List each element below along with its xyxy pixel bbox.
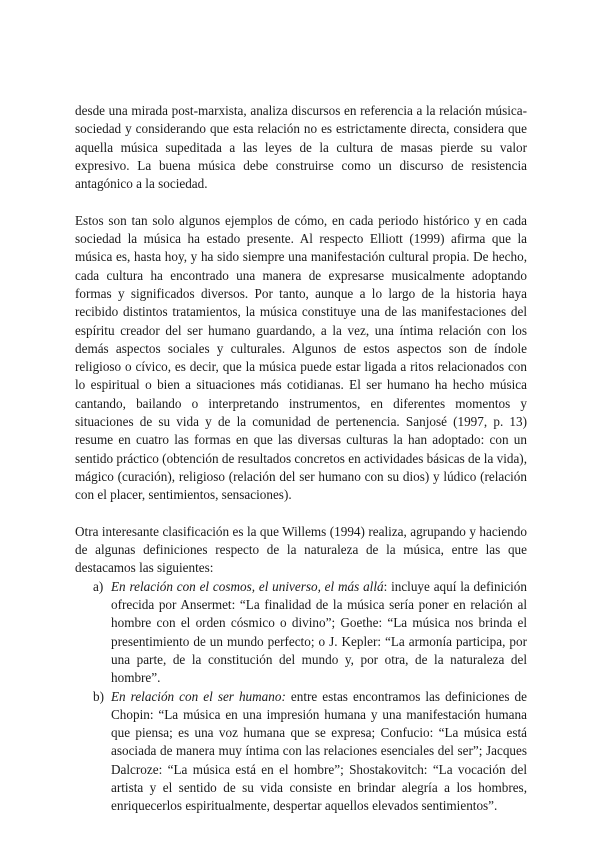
paragraph-3: Otra interesante clasificación es la que Willems (1994) realiza, agrupando y haciendo de algunas definiciones respecto de la naturaleza de la música, entre las que destacamos las siguientes: [75, 523, 527, 576]
list-marker-b: b) [93, 688, 104, 704]
list-label-b: En relación con el ser humano: [111, 688, 286, 704]
list-label-a: En relación con el cosmos, el universo, el más allá [111, 578, 384, 594]
paragraph-2: Estos son tan solo algunos ejemplos de cómo, en cada periodo histórico y en cada sociedad la música ha estado presente. Al respecto Elliott (1999) afirma que la música es, hasta hoy, y ha sido siempre una manifestación cultural propia. De hecho, cada cultura ha encontrado una manera de expresarse musicalmente adoptando formas y significados diversos. Por tanto, aunque a lo largo de la historia haya recibido distintos tratamientos, la música constituye una de las manifestaciones del espíritu creador del ser humano guardando, a la vez, una íntima relación con los demás aspectos sociales y culturales. Algunos de estos aspectos son de índole religioso o cívico, es decir, que la música puede estar ligada a ritos relacionados con lo espiritual o bien a situaciones más cotidianas. El ser humano ha hecho música cantando, bailando o interpretando instrumentos, en diferentes momentos y situaciones de su vida y de la comunidad de pertenencia. Sanjosé (1997, p. 13) resume en cuatro las formas en que las diversas culturas la han adoptado: con un sentido práctico (obtención de resultados concretos en actividades básicas de la vida), mágico (curación), religioso (relación del ser humano con su dios) y lúdico (relación con el placer, sentimientos, sensaciones). [75, 212, 527, 503]
list-text-b: entre estas encontramos las definiciones de Chopin: “La música en una impresión humana y una manifestación humana que piensa; es una voz humana que se expresa; Confucio: “La música está asociada de manera muy íntima con las relaciones esenciales del ser”; Jacques Dalcroze: “La música está en el hombre”; Shostakovitch: “La vocación del artista y el sentido de su vida consiste en brindar alegría a los hombres, enriquecerlos espiritualmente, despertar aquellos elevados sentimientos”. [111, 688, 527, 814]
list-text-a: : incluye aquí la definición ofrecida por Ansermet: “La finalidad de la música sería poner en relación al hombre con el orden cósmico o divino”; Goethe: “La música nos brinda el presentimiento de un mundo perfecto; o J. Kepler: “La armonía participa, por una parte, de la constitución del mundo y, por otra, de la naturaleza del hombre”. [111, 578, 527, 686]
list-item-b [75, 688, 527, 816]
paragraph-1: desde una mirada post-marxista, analiza discursos en referencia a la relación música-sociedad y considerando que esta relación no es estrictamente directa, considera que aquella música supeditada a las leyes de la cultura de masas pierde su valor expresivo. La buena música debe construirse como un discurso de resistencia antagónico a la sociedad. [75, 103, 527, 192]
definitions-list [75, 578, 527, 816]
document-page [75, 102, 527, 816]
list-marker-a: a) [93, 578, 104, 594]
list-item-a [75, 578, 527, 688]
